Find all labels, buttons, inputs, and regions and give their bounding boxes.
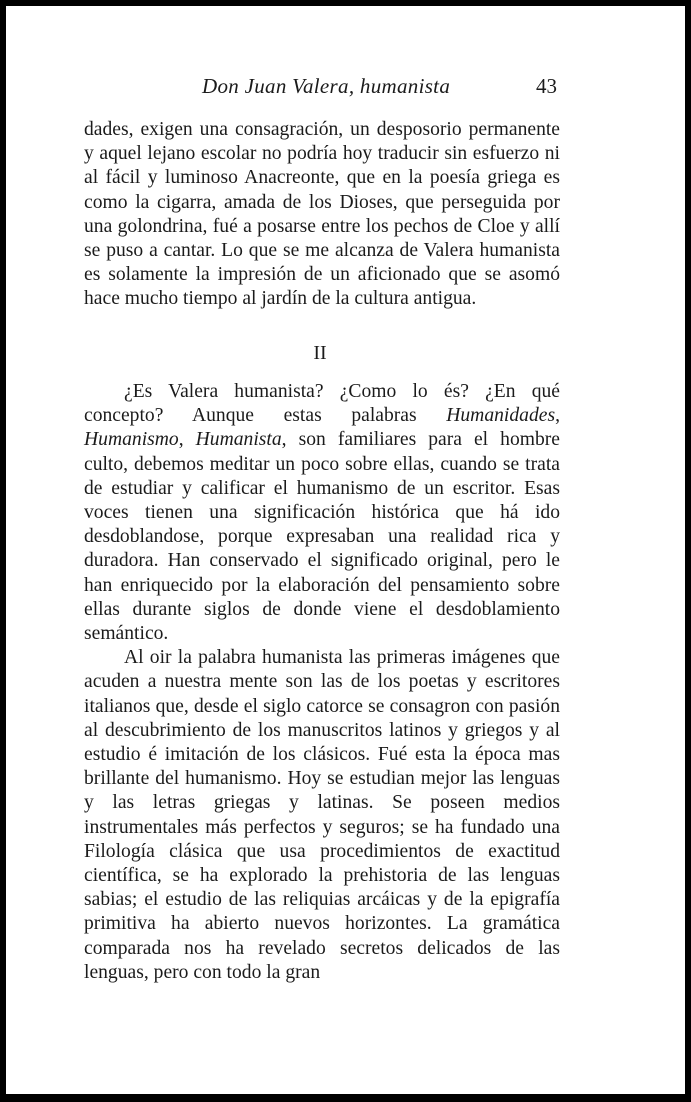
italic-term: Humanista (195, 429, 282, 451)
paragraph-questions (84, 380, 560, 646)
italic-term: Humanidades (446, 405, 556, 427)
section-heading: II (313, 342, 327, 364)
text-block-continuation (84, 118, 560, 312)
paragraph-humanist-history: Al oir la palabra humanista las primeras imágenes que acuden a nuestra mente son las de los poetas y escritores italianos que, desde el siglo catorce se consagron con pasión al descubrimiento de los manuscritos latinos y griegos y al estudio é imitación de los clásicos. Fué esta la época mas brillante del humanismo. Hoy se estudian mejor las lenguas y las letras griegas y latinas. Se poseen medios instrumentales más perfectos y seguros; se ha fundado una Filología clásica que usa procedimientos de exactitud científica, se ha explorado la prehistoria de las lenguas sabias; el estudio de las reliquias arcáicas y de la epigrafía primitiva ha abierto nuevos horizontes. La gramática comparada nos ha revelado secretos delicados de las lenguas, pero con todo la gran (84, 647, 560, 983)
paragraph-text: , (178, 429, 196, 451)
running-title: Don Juan Valera, humanista (202, 74, 451, 98)
page-header (6, 74, 685, 104)
paragraph-text: ¿Es Valera humanista? ¿Como lo és? ¿En qué concepto? Aunque estas palabras (84, 381, 560, 427)
paragraph-continued: dades, exigen una consagración, un desposorio permanente y aquel lejano escolar no podría hoy traducir sin esfuerzo ni al fácil y luminoso Anacreonte, que en la poesía griega es como la cigarra, amada de los Dioses, que perseguida por una golondrina, fué a posarse entre los pechos de Cloe y allí se puso a cantar. Lo que se me alcanza de Valera humanista es solamente la impresión de un aficionado que se asomó hace mucho tiempo al jardín de la cultura antigua. (84, 119, 560, 310)
text-block-section-two (84, 380, 560, 985)
italic-term: Humanismo (84, 429, 179, 451)
page-number: 43 (536, 74, 557, 98)
book-page (6, 6, 685, 1094)
paragraph-text: , son familiares para el hombre culto, debemos meditar un poco sobre ellas, cuando se trata de estudiar y calificar el humanismo de un escritor. Esas voces tienen una significación histórica que há ido desdoblandose, porque expresaban una realidad rica y duradora. Han conservado el significado original, pero le han enriquecido por la elaboración del pensamiento sobre ellas durante siglos de donde viene el desdoblamiento semántico. (84, 429, 561, 645)
paragraph-text: , (555, 405, 560, 427)
